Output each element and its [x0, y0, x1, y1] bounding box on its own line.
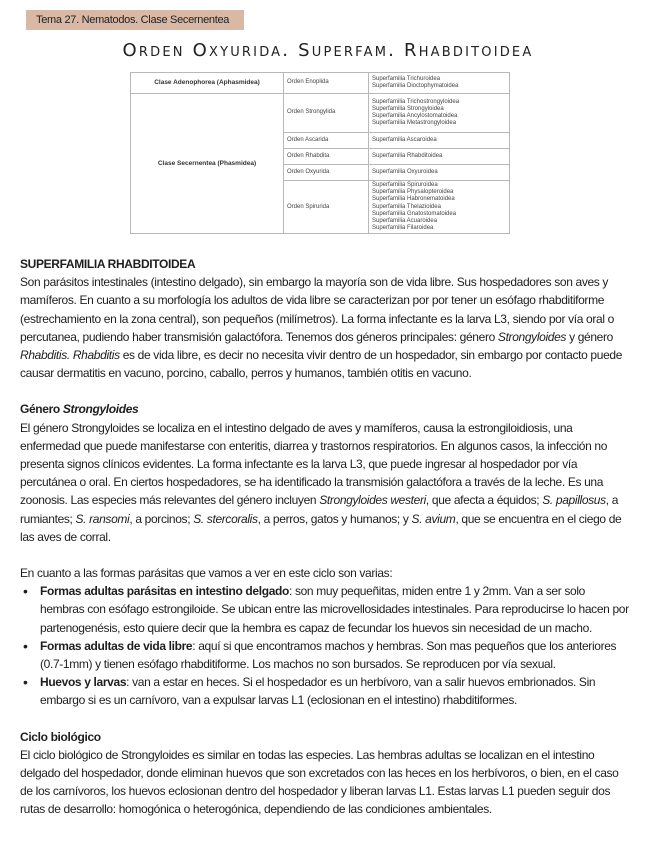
text-run: , a rumiantes;	[20, 493, 619, 526]
superfamily: Superfamilia Oxyuroidea	[372, 168, 438, 175]
superfamily: Superfamilia Rhabditoidea	[372, 152, 443, 159]
paragraph-ciclo: El ciclo biológico de Strongyloides es similar en todas las especies. Las hembras adultas se localizan en el intestino delgado del hospedador, donde eliminan huevos que son excretados con las heces en los herbívoros, o bien, en el caso de los carnívoros, los huevos eclosionan dentro del hospedador y liberan larvas L1. Estas larvas L1 pueden seguir dos rutas de desarrollo: homogónica o heterogónica, dependiendo de las condiciones ambientales.	[20, 747, 619, 817]
italic-term: Strongyloides	[497, 329, 567, 344]
heading-text: Género	[20, 402, 63, 417]
table-cell-orden: Orden Spirurida	[284, 181, 369, 234]
italic-term: Strongyloides	[62, 402, 139, 417]
table-cell-superfamilias	[369, 149, 510, 165]
table-cell-superfamilias	[369, 73, 510, 94]
italic-term: Strongyloides westeri	[319, 493, 426, 508]
text-run: , a porcinos;	[129, 511, 194, 526]
table-cell-superfamilias	[369, 133, 510, 149]
superfamily: Superfamilia Trichuroidea	[372, 75, 441, 82]
superfamily: Superfamilia Trichostrongyloidea	[372, 98, 460, 105]
document-body	[20, 255, 632, 819]
table-cell-orden: Orden Strongylida	[284, 94, 369, 133]
table-cell-superfamilias	[369, 181, 510, 234]
superfamily: Superfamilia Strongyloidea	[372, 105, 444, 112]
text-run: , a perros, gatos y humanos; y	[257, 511, 412, 526]
table-row	[131, 73, 510, 94]
table-row	[131, 94, 510, 133]
page-title: Orden Oxyurida. Superfam. Rhabditoidea	[122, 40, 534, 61]
superfamily: Superfamilia Gnatostomatoidea	[372, 210, 457, 217]
table-cell-superfamilias	[369, 94, 510, 133]
superfamily: Superfamilia Ancylostomatoidea	[372, 113, 458, 119]
superfamily: Superfamilia Dioctophymatoidea	[372, 83, 459, 89]
list-item-text: : son muy pequeñitas, miden entre 1 y 2mm. Van a ser solo hembras con esófago estrongiloide. Se ubican entre las microvellosidades intestinales. Para reproducirse lo hacen por partenogenésis, esto quiere decir que la hembra es capaz de fecundar los huevos sin necesidad de un macho.	[40, 584, 629, 635]
table-cell-orden: Orden Ascarida	[284, 133, 369, 149]
classification-table	[130, 72, 510, 234]
superfamily: Superfamilia Acuaroidea	[372, 218, 438, 225]
superfamily: Superfamilia Habronematoidea	[372, 196, 455, 203]
paragraph-rhabditoidea	[20, 273, 632, 382]
table-cell-orden: Orden Rhabdita	[284, 149, 369, 165]
list-item-term: Huevos y larvas	[40, 675, 127, 690]
superfamily: Superfamilia Physalopteroidea	[372, 189, 454, 196]
list-item	[40, 582, 632, 637]
text-run: , que afecta a équidos;	[425, 493, 543, 508]
text-run: es de vida libre, es decir no necesita vivir dentro de un hospedador, sin embargo por contacto puede causar dermatitis en vacuno, porcino, caballo, perros y humanos, también otitis en vacuno.	[20, 348, 623, 381]
section-heading-ciclo: Ciclo biológico	[20, 729, 101, 744]
table-cell-superfamilias	[369, 165, 510, 181]
superfamily: Superfamilia Filaroidea	[372, 225, 434, 232]
paragraph-forms-intro: En cuanto a las formas parásitas que vamos a ver en este ciclo son varias:	[20, 566, 393, 581]
text-run: , que se encuentra en el ciego de las aves de corral.	[20, 511, 622, 544]
text-run: El género Strongyloides se localiza en el intestino delgado de aves y mamíferos, causa la estrongiloidiosis, una enfermedad que puede manifestarse con enteritis, diarrea y trastornos respiratorios. En algunos casos, la infección no presenta signos clínicos evidentes. La forma infectante es la larva L3, que puede ingresar al hospedador por vía percutánea o oral. En ciertos hospedadores, se ha identificado la transmisión galactófora a través de la leche. Es una zoonosis. Las especies más relevantes del género incluyen	[20, 420, 608, 508]
paragraph-strongyloides	[20, 419, 632, 546]
forms-list	[20, 582, 632, 709]
list-item-term: Formas adultas parásitas en intestino delgado	[40, 584, 289, 599]
list-item	[40, 637, 632, 673]
italic-term: Rhabditis. Rhabditis	[20, 348, 120, 363]
superfamily: Superfamilia Ascaroidea	[372, 136, 437, 143]
list-item-term: Formas adultas de vida libre	[40, 638, 193, 653]
italic-term: S. avium	[411, 511, 456, 526]
table-cell-orden: Orden Oxyurida	[284, 165, 369, 181]
section-heading-strongyloides	[20, 400, 632, 418]
superfamily: Superfamilia Spiruroidea	[372, 182, 438, 188]
section-heading-rhabditoidea: SUPERFAMILIA RHABDITOIDEA	[20, 257, 196, 271]
list-item	[40, 673, 632, 709]
italic-term: S. stercoralis	[193, 511, 258, 526]
superfamily: Superfamilia Thelazioidea	[372, 203, 441, 210]
italic-term: S. papillosus	[542, 493, 606, 508]
list-item-text: : van a estar en heces. Si el hospedador es un herbívoro, van a salir huevos embrionados. Sin embargo si es un carnívoro, van a expulsar larvas L1 (eclosionan en el intestino) rhabditiformes.	[40, 675, 596, 708]
superfamily: Superfamilia Metastrongyloidea	[372, 120, 457, 127]
list-item-text: : aquí si que encontramos machos y hembras. Son mas pequeños que los anteriores (0.7-1mm) y tienen esófago rhabditiforme. Los machos no son bursados. Se reproducen por vía sexual.	[40, 638, 617, 672]
text-run: Son parásitos intestinales (intestino delgado), sin embargo la mayoría son de vida libre. Sus hospedadores son aves y mamíferos. En cuanto a su morfología los adultos de vida libre se caracterizan por por tener un esófago rhabditiforme (estrechamiento en la zona central), son pequeños (milímetros). La forma infectante es la larva L3, siendo por vía oral o percutanea, pudiendo haber transmisión galactófora. Tenemos dos géneros principales: género	[20, 275, 614, 344]
text-run: y género	[566, 329, 613, 344]
table-cell-orden: Orden Enoplida	[284, 73, 369, 94]
table-cell-clase: Clase Adenophorea (Aphasmidea)	[131, 73, 284, 94]
chapter-tag: Tema 27. Nematodos. Clase Secernentea	[26, 10, 244, 30]
italic-term: S. ransomi	[75, 511, 130, 526]
table-cell-clase: Clase Secernentea (Phasmidea)	[131, 94, 284, 234]
